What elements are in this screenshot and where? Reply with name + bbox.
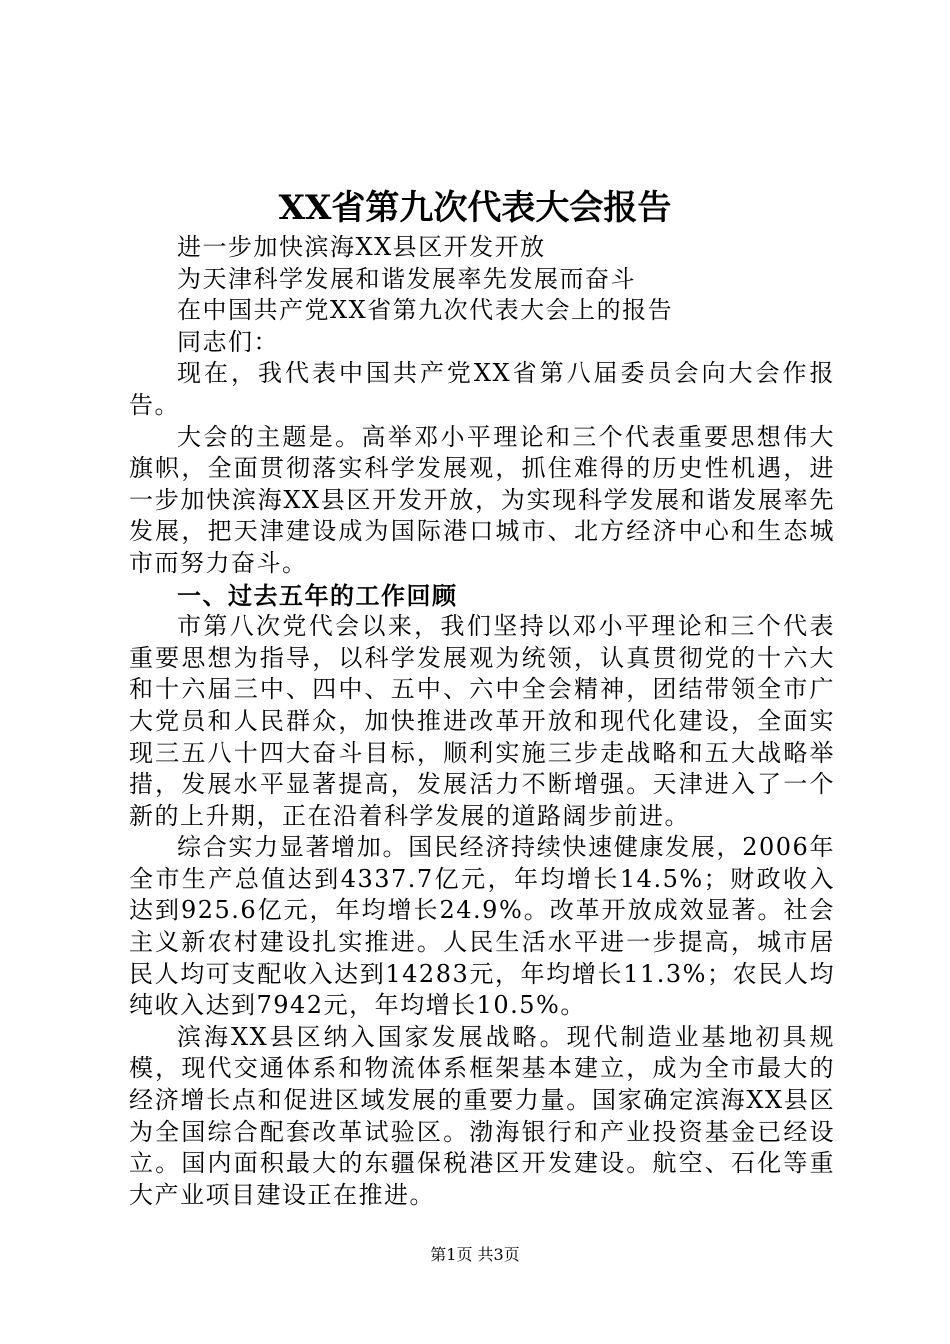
page-footer: 第1页 共3页 [430,1245,520,1264]
paragraph-theme: 大会的主题是。高举邓小平理论和三个代表重要思想伟大旗帜，全面贯彻落实科学发展观，抓住难得的历史性机遇，进一步加快滨海XX县区开发开放，为实现科学发展和谐发展率先发展，把天津建设成为国际港口城市、北方经济中心和生态城市而努力奋斗。 [129,422,835,577]
subtitle-line-3: 在中国共产党XX省第九次代表大会上的报告 [177,296,674,325]
salutation: 同志们： [177,327,279,356]
paragraph-strength: 综合实力显著增加。国民经济持续快速健康发展，2006年全市生产总值达到4337.7亿元，年均增长14.5%；财政收入达到925.6亿元，年均增长24.9%。改革开放成效显著。社会主义新农村建设扎实推进。人民生活水平进一步提高，城市居民人均可支配收入达到14283元，年均增长11.3%；农民人均纯收入达到7942元，年均增长10.5%。 [129,833,835,1020]
paragraph-binhai: 滨海XX县区纳入国家发展战略。现代制造业基地初具规模，现代交通体系和物流体系框架基本建立，成为全市最大的经济增长点和促进区域发展的重要力量。国家确定滨海XX县区为全国综合配套改革试验区。渤海银行和产业投资基金已经设立。国内面积最大的东疆保税港区开发建设。航空、石化等重大产业项目建设正在推进。 [129,1022,835,1209]
paragraph-review: 市第八次党代会以来，我们坚持以邓小平理论和三个代表重要思想为指导，以科学发展观为统领，认真贯彻党的十六大和十六届三中、四中、五中、六中全会精神，团结带领全市广大党员和人民群众，加快推进改革开放和现代化建设，全面实现三五八十四大奋斗目标，顺利实施三步走战略和五大战略举措，发展水平显著提高，发展活力不断增强。天津进入了一个新的上升期，正在沿着科学发展的道路阔步前进。 [129,612,835,830]
document-title: XX省第九次代表大会报告 [278,188,672,228]
subtitle-line-1: 进一步加快滨海XX县区开发开放 [177,233,546,261]
section-heading: 一、过去五年的工作回顾 [177,580,458,610]
subtitle-line-2: 为天津科学发展和谐发展率先发展而奋斗 [177,264,636,293]
document-body [129,232,835,1211]
paragraph-intro: 现在，我代表中国共产党XX省第八届委员会向大会作报告。 [129,359,835,419]
